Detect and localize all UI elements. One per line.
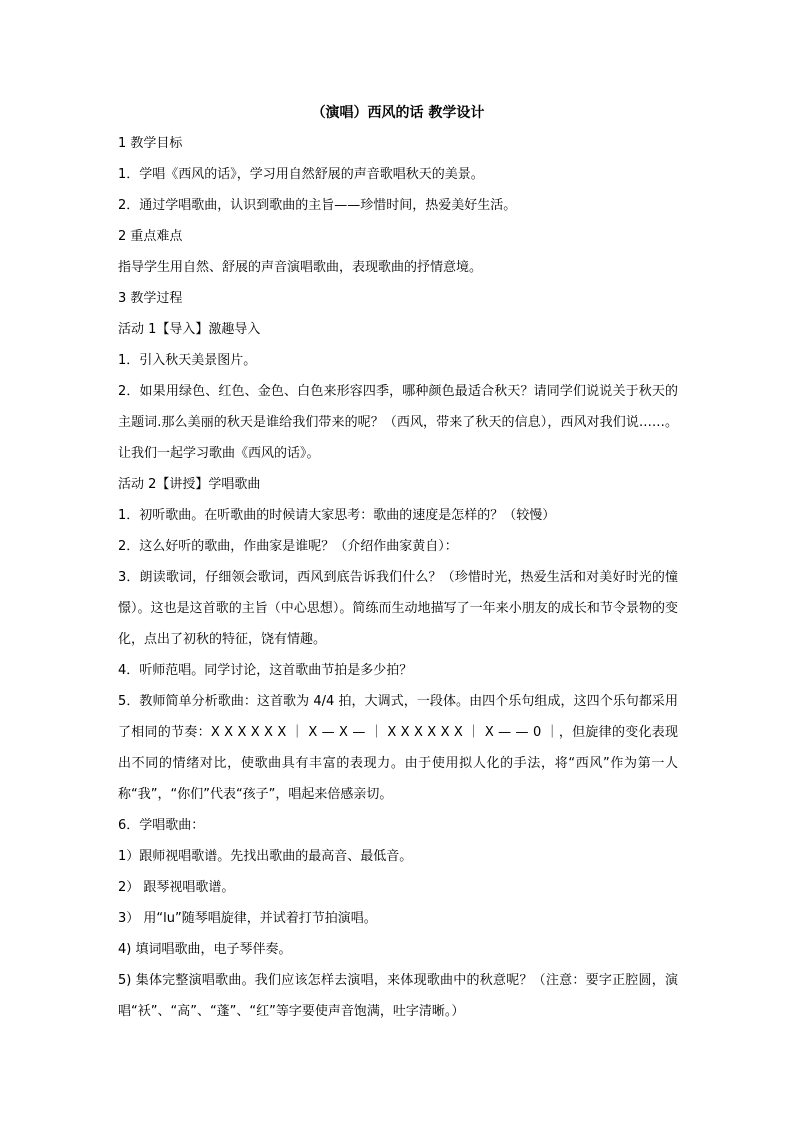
section-heading-process: 3 教学过程 [118, 291, 183, 306]
activity-1-step-2: 2．如果用绿色、红色、金色、白色来形容四季，哪种颜色最适合秋天？请同学们说说关于秋天的主题词.那么美丽的秋天是谁给我们带来的呢？（西风，带来了秋天的信息），西风对我们说……。让我们一起学习歌曲《西风的话》。 [118, 384, 678, 461]
key-points-text: 指导学生用自然、舒展的声音演唱歌曲，表现歌曲的抒情意境。 [118, 260, 483, 275]
activity-1-heading: 活动 1【导入】激趣导入 [118, 322, 261, 337]
sub-step-5: 5) 集体完整演唱歌曲。我们应该怎样去演唱，来体现歌曲中的秋意呢？（注意：要字正腔圆，演唱“袄”、“高”、“蓬”、“红”等字要使声音饱满，吐字清晰。） [118, 973, 678, 1019]
activity-2-heading: 活动 2【讲授】学唱歌曲 [118, 477, 261, 492]
activity-2-step-3: 3．朗读歌词，仔细领会歌词，西风到底告诉我们什么？（珍惜时光，热爱生活和对美好时光的憧憬）。这也是这首歌的主旨（中心思想）。简练而生动地描写了一年来小朋友的成长和节令景物的变化，点出了初秋的特征，饶有情趣。 [118, 570, 678, 647]
section-heading-key-points: 2 重点难点 [118, 229, 183, 244]
activity-2-step-6: 6．学唱歌曲： [118, 818, 205, 833]
objective-item-1: 1．学唱《西风的话》，学习用自然舒展的声音歌唱秋天的美景。 [118, 167, 484, 182]
sub-step-4: 4) 填词唱歌曲，电子琴伴奏。 [118, 942, 292, 957]
activity-1-step-1: 1．引入秋天美景图片。 [118, 353, 257, 368]
sub-step-1: 1）跟师视唱歌谱。先找出歌曲的最高音、最低音。 [118, 849, 413, 864]
sub-step-2: 2） 跟琴视唱歌谱。 [118, 880, 235, 895]
document-title: （演唱）西风的话 教学设计 [311, 105, 485, 121]
objective-item-2: 2．通过学唱歌曲，认识到歌曲的主旨——珍惜时间，热爱美好生活。 [118, 198, 517, 213]
section-heading-objectives: 1 教学目标 [118, 136, 183, 151]
activity-2-step-2: 2．这么好听的歌曲，作曲家是谁呢？（介绍作曲家黄自）： [118, 539, 458, 554]
sub-step-3: 3） 用“lu”随琴唱旋律，并试着打节拍演唱。 [118, 911, 377, 926]
document-page [118, 100, 678, 1027]
activity-2-step-4: 4．听师范唱。同学讨论，这首歌曲节拍是多少拍？ [118, 663, 413, 678]
activity-2-step-5: 5．教师简单分析歌曲：这首歌为 4/4 拍，大调式，一段体。由四个乐句组成，这四个乐句都采用了相同的节奏：X X X X X X ｜ X — X — ｜ X X X X X X ｜ X — — 0 ｜，但旋律的变化表现出不同的情绪对比，使歌曲具有丰富的表现力。由于使用拟人化的手法，将“西风”作为第一人称“我”，“你们”代表“孩子”，唱起来倍感亲切。 [118, 694, 678, 802]
activity-2-step-1: 1．初听歌曲。在听歌曲的时候请大家思考：歌曲的速度是怎样的？（较慢） [118, 508, 556, 523]
